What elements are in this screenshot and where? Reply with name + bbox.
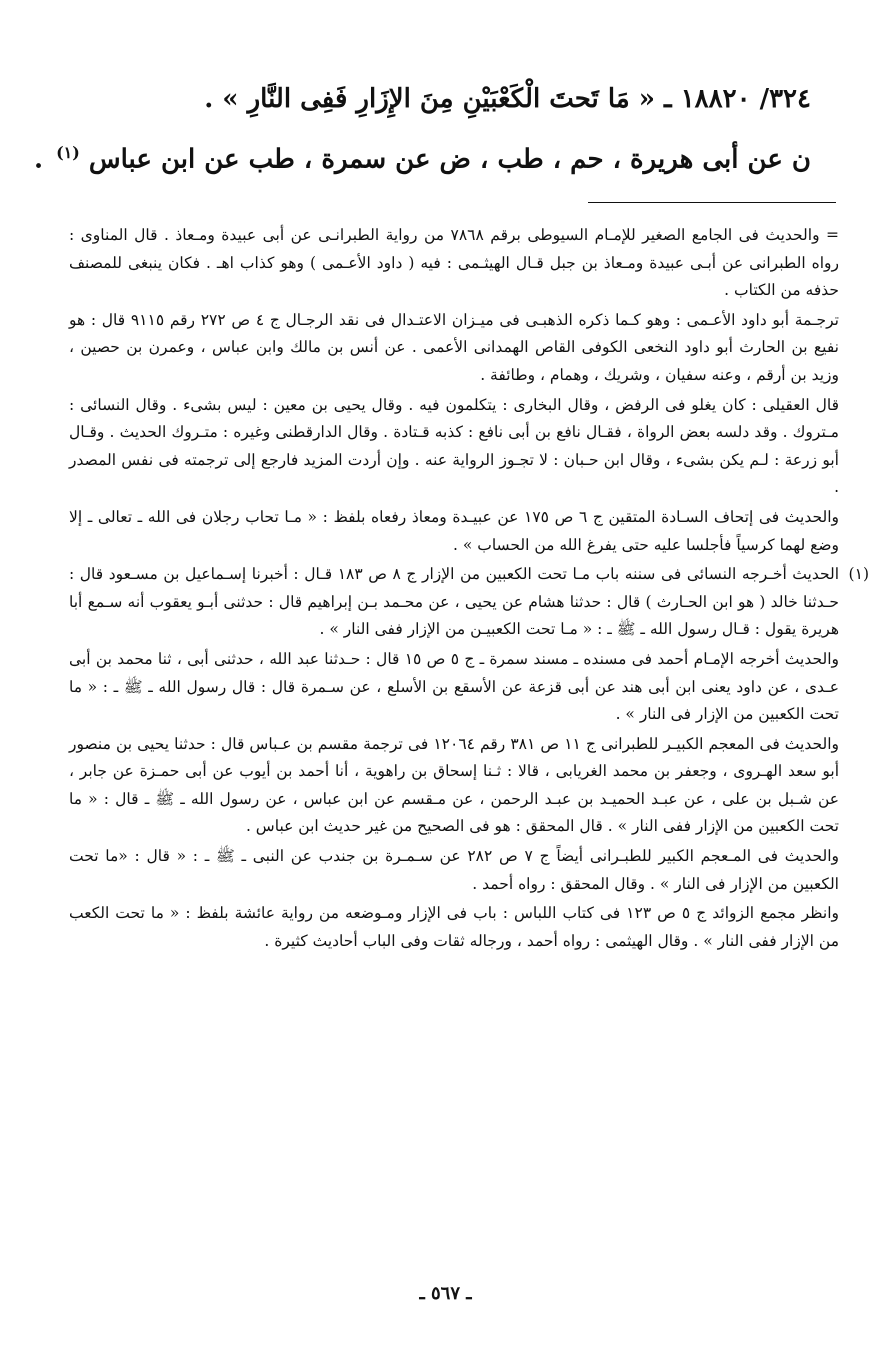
note-paragraph: قال العقيلى : كان يغلو فى الرفض ، وقال البخارى : يتكلمون فيه . وقال يحيى بن معين : ليس بشىء . وقال النسائى : مـتروك . وقد دلسه بعض الرواة ، فقـال نافع بن أبى نافع : كذبه قـتادة . وقال الدارقطنى وغيره : متـروك الحديث . وقـال أبو زرعة : لـم يكن بشىء ، وقال ابن حـبان : لا تجـوز الرواية عنه . وإن أردت المزيد فارجع إلى ترجمته فى نفس المصدر . [69,395,839,497]
note-paragraph: ترجـمة أبو داود الأعـمى : وهو كـما ذكره الذهبـى فى ميـزان الاعتـدال فى نقد الرجـال ج ٤ ص ٢٧٢ رقم ٩١١٥ قال : هو نفيع بن الحارث أبو داود النخعى الكوفى القاص الهمدانى الأعمى . عن أنس بن مالك وابن عباس ، وعمرن بن حصين ، وزيد بن أرقم ، وعنه سفيان ، وشريك ، وهمام ، وطائفة . [69,310,839,384]
footnote-1 [69,561,869,644]
footnote-number: (١) [848,565,869,584]
footnote-paragraph: الحديث أخـرجه النسائى فى سننه باب مـا تحت الكعبين من الإزار ج ٨ ص ١٨٣ قـال : أخبرنا إسـماعيل بن مسـعود قال : حـدثنا خالد ( هو ابن الحـارث ) قال : حدثنا هشام عن يحيى ، عن محـمد بـن إبراهيم قال : حدثنى أبـو يعقوب أنه سـمع أبا هريرة يقول : قـال رسول الله ـ ﷺ ـ : « مـا تحت الكعبيـن من الإزار ففى النار » . [69,565,840,639]
footnote-paragraph: وانظر مجمع الزوائد ج ٥ ص ١٢٣ فى كتاب اللباس : باب فى الإزار ومـوضعه من رواية عائشة بلفظ : « ما تحت الكعب من الإزار ففى النار » . وقال الهيثمى : رواه أحمد ، ورجاله ثقات وفى الباب أحاديث كثيرة . [69,904,839,950]
hadith-sources-end: . [33,144,44,175]
hadith-sources-text: ن عن أبى هريرة ، حم ، طب ، ض عن سمرة ، طب عن ابن عباس [88,144,811,175]
footnote-paragraph: والحديث فى المعجم الكبيـر للطبرانى ج ١١ ص ٣٨١ رقم ١٢٠٦٤ فى ترجمة مقسم بن عـباس قال : حدثنا يحيى بن منصور أبو سعد الهـروى ، وجعفر بن محمد الغريابى ، قالا : ثـنا إسحاق بن راهوية ، أنا أحمد بن أيوب عن أبى حمـزة عن جابر ، عن شـبل بن على ، عن عبـد الحميـد بن عبـد الرحمن ، عن مـقسم عن ابن عباس ، عن رسول الله ـ ﷺ ـ قال : « ما تحت الكعبين من الإزار ففى النار » . قال المحقق : هو فى الصحيح من غير حديث ابن عباس . [69,734,839,836]
page-number: ـ ٥٦٧ ـ [419,1283,472,1304]
footnotes-section [69,222,869,957]
footnote-separator [588,202,836,203]
note-paragraph: والحديث فى إتحاف السـادة المتقين ج ٦ ص ١٧٥ عن عبيـدة ومعاذ رفعاه بلفظ : « مـا تحاب رجلان فى الله ـ تعالى ـ إلا وضع لهما كرسياً فأجلسا عليه حتى يفرغ الله من الحساب » . [69,507,839,554]
footnote-marker: (١) [56,143,80,162]
note-paragraph: = والحديث فى الجامع الصغير للإمـام السيوطى برقم ٧٨٦٨ من رواية الطبرانـى عن أبى عبيدة ومـعاذ . قال المناوى : رواه الطبرانى عن أبـى عبيدة ومـعاذ بن جبل قـال الهيثـمى : فيه ( داود الأعـمى ) وهو كذاب اهـ . فكان ينبغى للمصنف حذفه من الكتاب . [69,226,839,300]
hadith-sources [33,126,811,187]
footnote-paragraph: والحديث أخرجه الإمـام أحمد فى مسنده ـ مسند سمرة ـ ج ٥ ص ١٥ قال : حـدثنا عبد الله ، حدثنى أبى ، ثنا محمد بن أبى عـدى ، عن داود يعنى ابن أبى هند عن أبى قزعة عن الأسقع بن الأسلع ، عن سـمرة قال : قال رسول الله ـ ﷺ ـ : « ما تحت الكعبين من الإزار فى النار » . [69,649,839,724]
hadith-text: ٣٢٤/ ١٨٨٢٠ ـ « مَا تَحتَ الْكَعْبَيْنِ مِنَ الإِزَارِ فَفِى النَّارِ » . [204,84,811,114]
main-hadith [33,72,811,187]
footnote-paragraph: والحديث فى المـعجم الكبير للطبـرانى أيضاً ج ٧ ص ٢٨٢ عن سـمـرة بن جندب عن النبى ـ ﷺ ـ : « قال : «ما تحت الكعبين من الإزار فى النار » . وقال المحقق : رواه أحمد . [69,847,839,893]
